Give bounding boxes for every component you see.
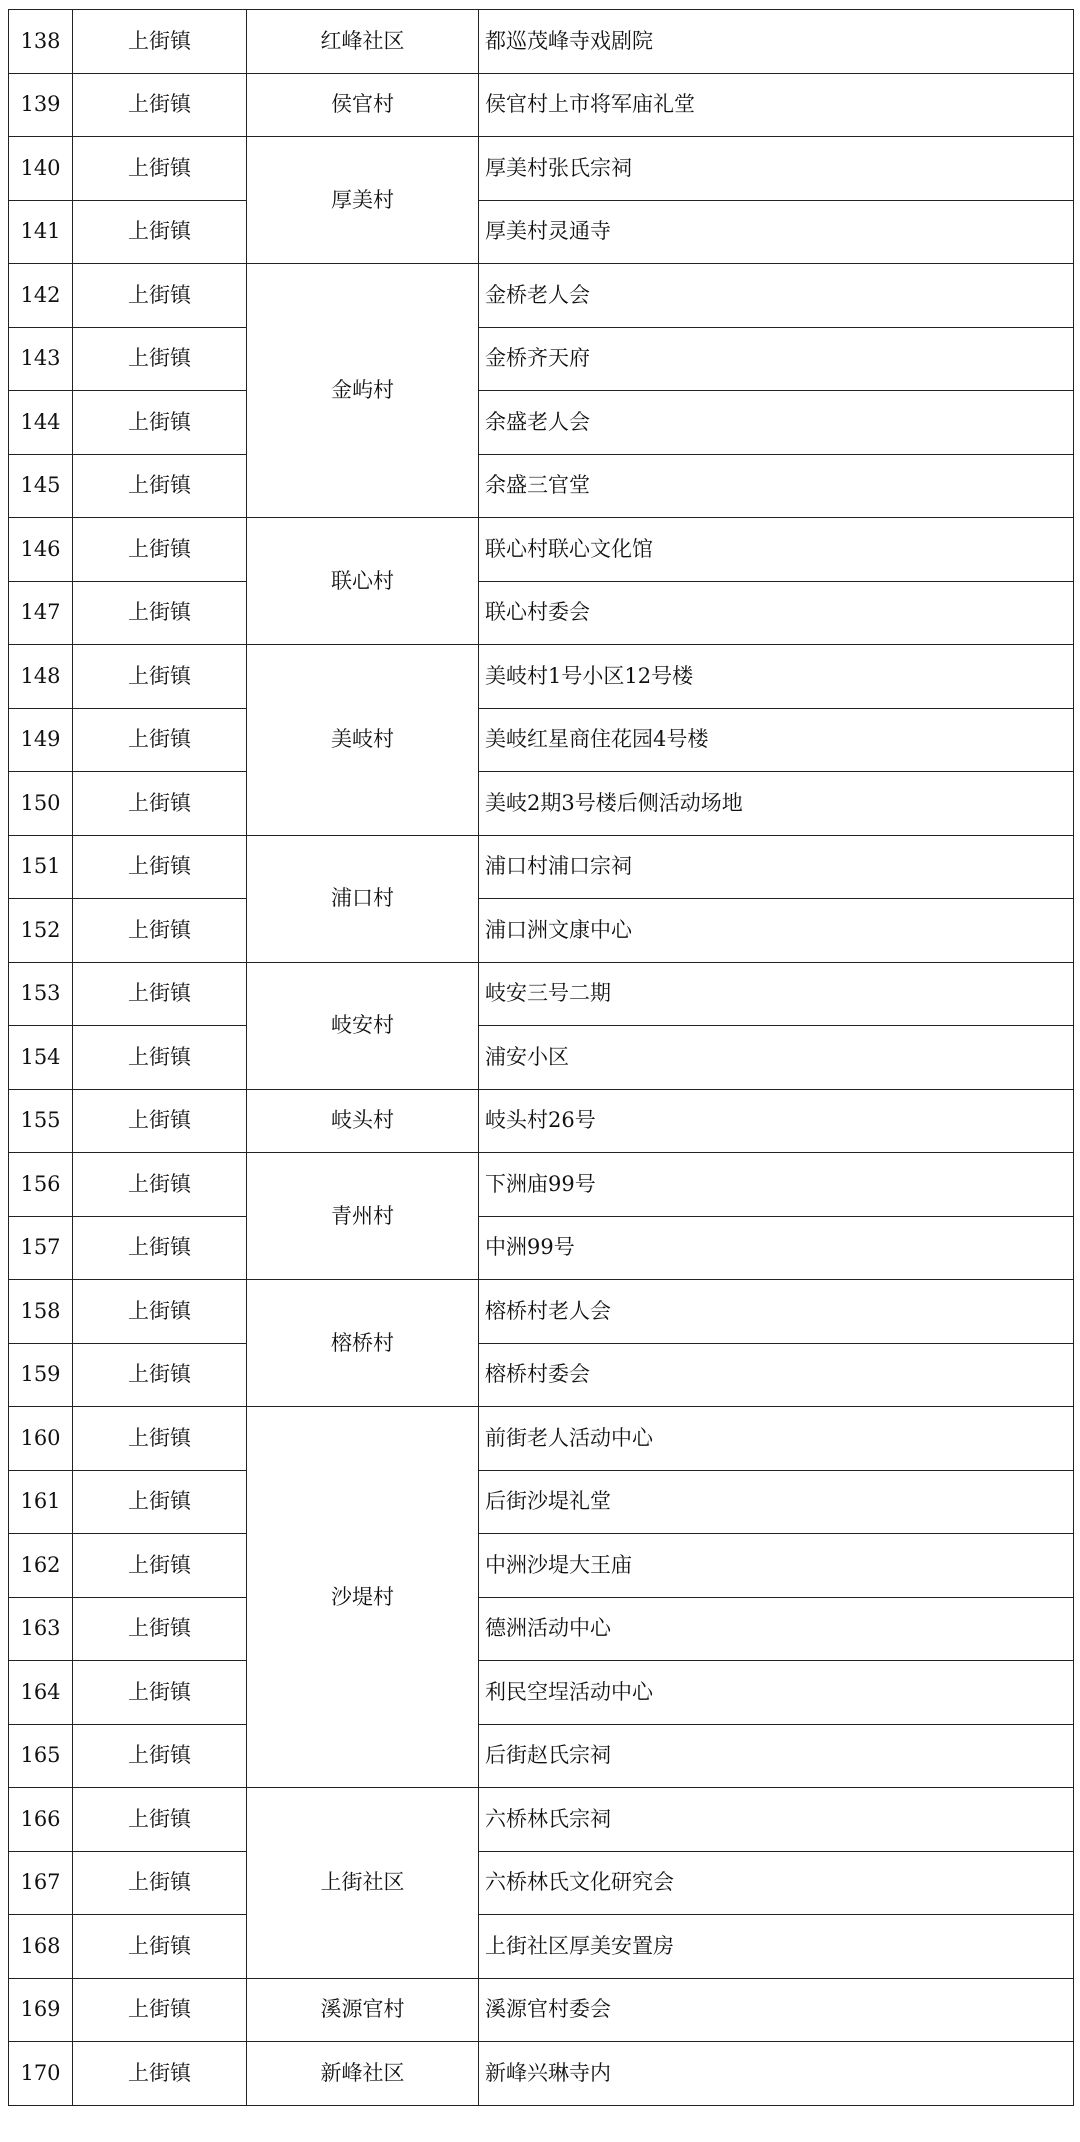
venue-cell: 浦口村浦口宗祠 (479, 835, 1074, 899)
table-row (9, 1089, 1074, 1153)
row-number: 149 (9, 708, 73, 772)
venue-cell: 余盛老人会 (479, 391, 1074, 455)
table-row (9, 1788, 1074, 1852)
table-row (9, 327, 1074, 391)
venue-cell: 利民空埕活动中心 (479, 1661, 1074, 1725)
venue-cell: 厚美村灵通寺 (479, 200, 1074, 264)
town-cell: 上街镇 (73, 1915, 247, 1979)
row-number: 162 (9, 1534, 73, 1598)
village-cell: 溪源官村 (247, 1978, 479, 2042)
table-row (9, 1216, 1074, 1280)
venue-cell: 上街社区厚美安置房 (479, 1915, 1074, 1979)
town-cell: 上街镇 (73, 835, 247, 899)
table-row (9, 1978, 1074, 2042)
table-row (9, 1343, 1074, 1407)
table-body (9, 10, 1074, 2106)
table-row (9, 454, 1074, 518)
row-number: 142 (9, 264, 73, 328)
town-cell: 上街镇 (73, 1216, 247, 1280)
row-number: 161 (9, 1470, 73, 1534)
table-row (9, 1915, 1074, 1979)
village-cell: 浦口村 (247, 835, 479, 962)
town-cell: 上街镇 (73, 1978, 247, 2042)
town-cell: 上街镇 (73, 391, 247, 455)
town-cell: 上街镇 (73, 1851, 247, 1915)
town-cell: 上街镇 (73, 1343, 247, 1407)
venue-cell: 厚美村张氏宗祠 (479, 137, 1074, 201)
venue-cell: 中洲99号 (479, 1216, 1074, 1280)
village-cell: 红峰社区 (247, 10, 479, 74)
venue-cell: 六桥林氏宗祠 (479, 1788, 1074, 1852)
venue-cell: 后街赵氏宗祠 (479, 1724, 1074, 1788)
venue-cell: 岐安三号二期 (479, 962, 1074, 1026)
table-row (9, 1153, 1074, 1217)
village-cell: 金屿村 (247, 264, 479, 518)
document-table (8, 9, 1074, 2106)
table-row (9, 391, 1074, 455)
venue-cell: 六桥林氏文化研究会 (479, 1851, 1074, 1915)
venue-cell: 中洲沙堤大王庙 (479, 1534, 1074, 1598)
table-row (9, 581, 1074, 645)
venue-cell: 金桥齐天府 (479, 327, 1074, 391)
table-row (9, 2042, 1074, 2106)
town-cell: 上街镇 (73, 1153, 247, 1217)
table-row (9, 10, 1074, 74)
table-row (9, 708, 1074, 772)
venue-cell: 下洲庙99号 (479, 1153, 1074, 1217)
row-number: 165 (9, 1724, 73, 1788)
row-number: 138 (9, 10, 73, 74)
venue-cell: 后街沙堤礼堂 (479, 1470, 1074, 1534)
town-cell: 上街镇 (73, 454, 247, 518)
table-row (9, 137, 1074, 201)
table-row (9, 1597, 1074, 1661)
row-number: 169 (9, 1978, 73, 2042)
town-cell: 上街镇 (73, 137, 247, 201)
village-cell: 联心村 (247, 518, 479, 645)
row-number: 159 (9, 1343, 73, 1407)
table-row (9, 73, 1074, 137)
town-cell: 上街镇 (73, 1788, 247, 1852)
row-number: 139 (9, 73, 73, 137)
village-cell: 上街社区 (247, 1788, 479, 1979)
row-number: 147 (9, 581, 73, 645)
town-cell: 上街镇 (73, 264, 247, 328)
row-number: 153 (9, 962, 73, 1026)
row-number: 155 (9, 1089, 73, 1153)
venue-cell: 德洲活动中心 (479, 1597, 1074, 1661)
table-row (9, 518, 1074, 582)
row-number: 140 (9, 137, 73, 201)
venue-cell: 榕桥村老人会 (479, 1280, 1074, 1344)
venue-cell: 新峰兴琳寺内 (479, 2042, 1074, 2106)
town-cell: 上街镇 (73, 1470, 247, 1534)
row-number: 151 (9, 835, 73, 899)
town-cell: 上街镇 (73, 1597, 247, 1661)
village-cell: 侯官村 (247, 73, 479, 137)
table-row (9, 1470, 1074, 1534)
village-cell: 沙堤村 (247, 1407, 479, 1788)
venue-cell: 前街老人活动中心 (479, 1407, 1074, 1471)
venue-cell: 侯官村上市将军庙礼堂 (479, 73, 1074, 137)
table-row (9, 1851, 1074, 1915)
row-number: 152 (9, 899, 73, 963)
venue-cell: 浦安小区 (479, 1026, 1074, 1090)
venue-cell: 美岐2期3号楼后侧活动场地 (479, 772, 1074, 836)
town-cell: 上街镇 (73, 1026, 247, 1090)
village-cell: 岐头村 (247, 1089, 479, 1153)
town-cell: 上街镇 (73, 1407, 247, 1471)
town-cell: 上街镇 (73, 899, 247, 963)
row-number: 164 (9, 1661, 73, 1725)
town-cell: 上街镇 (73, 2042, 247, 2106)
village-cell: 岐安村 (247, 962, 479, 1089)
village-cell: 厚美村 (247, 137, 479, 264)
table-row (9, 645, 1074, 709)
venue-cell: 浦口洲文康中心 (479, 899, 1074, 963)
table-row (9, 1661, 1074, 1725)
town-cell: 上街镇 (73, 200, 247, 264)
town-cell: 上街镇 (73, 1280, 247, 1344)
table-row (9, 772, 1074, 836)
row-number: 144 (9, 391, 73, 455)
row-number: 141 (9, 200, 73, 264)
village-cell: 青州村 (247, 1153, 479, 1280)
row-number: 156 (9, 1153, 73, 1217)
table-row (9, 1280, 1074, 1344)
town-cell: 上街镇 (73, 772, 247, 836)
town-cell: 上街镇 (73, 1661, 247, 1725)
row-number: 158 (9, 1280, 73, 1344)
row-number: 148 (9, 645, 73, 709)
village-cell: 美岐村 (247, 645, 479, 836)
table-row (9, 899, 1074, 963)
venue-cell: 美岐红星商住花园4号楼 (479, 708, 1074, 772)
row-number: 167 (9, 1851, 73, 1915)
town-cell: 上街镇 (73, 645, 247, 709)
row-number: 145 (9, 454, 73, 518)
table-row (9, 1724, 1074, 1788)
town-cell: 上街镇 (73, 581, 247, 645)
table-row (9, 1407, 1074, 1471)
venue-cell: 联心村联心文化馆 (479, 518, 1074, 582)
venue-cell: 溪源官村委会 (479, 1978, 1074, 2042)
town-cell: 上街镇 (73, 73, 247, 137)
table-row (9, 200, 1074, 264)
row-number: 166 (9, 1788, 73, 1852)
town-cell: 上街镇 (73, 962, 247, 1026)
town-cell: 上街镇 (73, 327, 247, 391)
venue-cell: 金桥老人会 (479, 264, 1074, 328)
town-cell: 上街镇 (73, 1534, 247, 1598)
venue-cell: 岐头村26号 (479, 1089, 1074, 1153)
town-cell: 上街镇 (73, 1089, 247, 1153)
village-cell: 榕桥村 (247, 1280, 479, 1407)
row-number: 170 (9, 2042, 73, 2106)
row-number: 168 (9, 1915, 73, 1979)
table-row (9, 962, 1074, 1026)
town-cell: 上街镇 (73, 1724, 247, 1788)
row-number: 143 (9, 327, 73, 391)
venue-cell: 联心村委会 (479, 581, 1074, 645)
venue-cell: 余盛三官堂 (479, 454, 1074, 518)
table-row (9, 835, 1074, 899)
town-cell: 上街镇 (73, 708, 247, 772)
table-row (9, 1534, 1074, 1598)
venue-cell: 都巡茂峰寺戏剧院 (479, 10, 1074, 74)
venue-cell: 美岐村1号小区12号楼 (479, 645, 1074, 709)
table-row (9, 1026, 1074, 1090)
row-number: 154 (9, 1026, 73, 1090)
row-number: 146 (9, 518, 73, 582)
village-cell: 新峰社区 (247, 2042, 479, 2106)
row-number: 163 (9, 1597, 73, 1661)
town-cell: 上街镇 (73, 10, 247, 74)
town-cell: 上街镇 (73, 518, 247, 582)
venue-cell: 榕桥村委会 (479, 1343, 1074, 1407)
table-row (9, 264, 1074, 328)
row-number: 160 (9, 1407, 73, 1471)
row-number: 157 (9, 1216, 73, 1280)
row-number: 150 (9, 772, 73, 836)
